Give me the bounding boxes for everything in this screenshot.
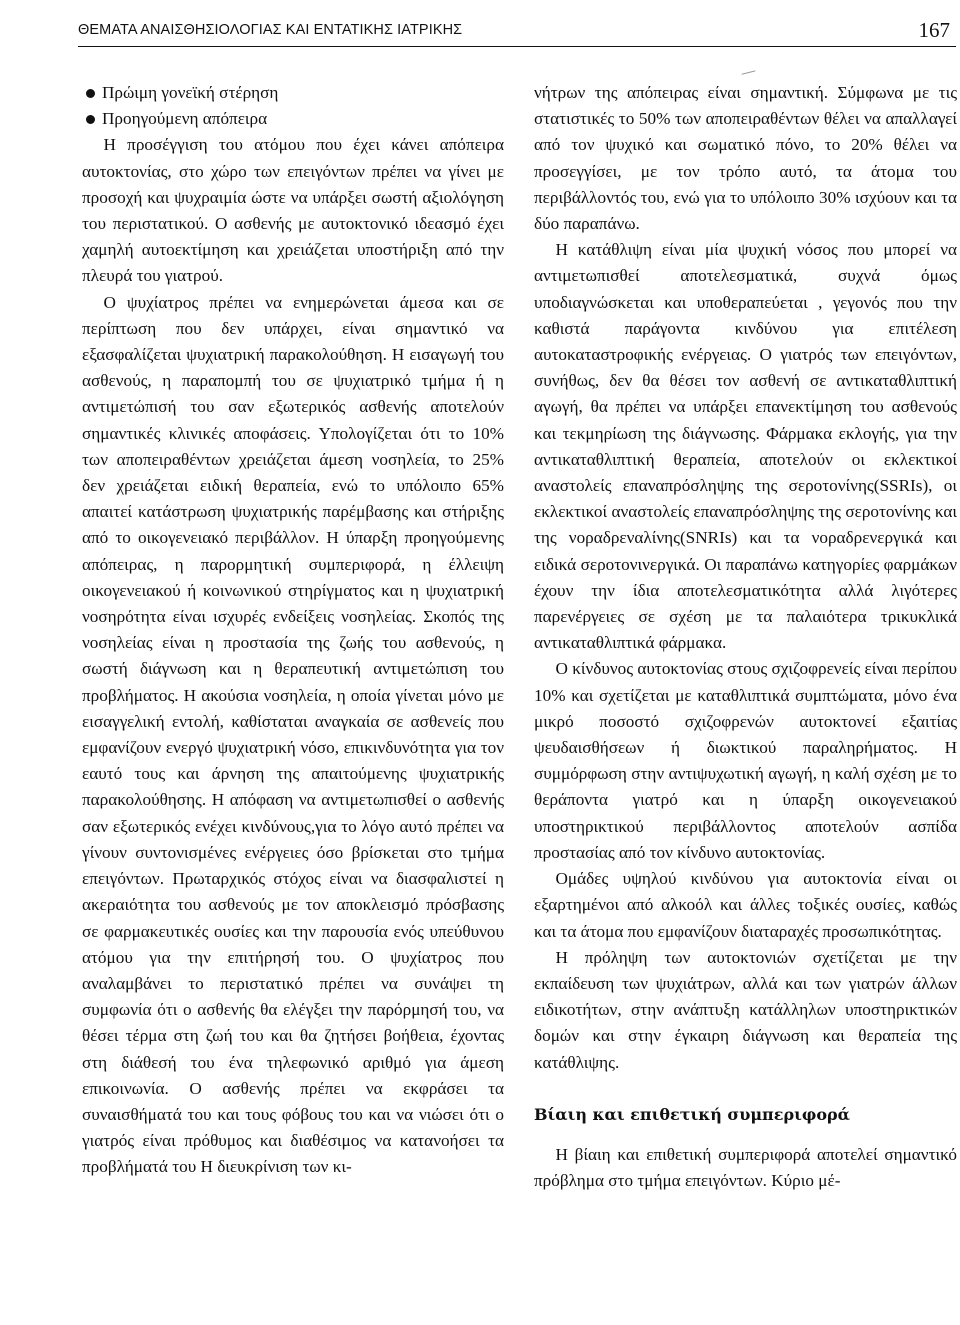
risk-factor-list — [82, 80, 504, 132]
list-item — [82, 106, 504, 132]
left-column — [82, 80, 504, 1181]
paragraph: Ο κίνδυνος αυτοκτονίας στους σχιζοφρενείς είναι περίπου 10% και σχετίζεται με καταθλιπτικά συμπτώματα, μόνο ένα μικρό ποσοστό σχιζοφρενών αυτοκτονεί εξαιτίας ψευδαισθήσεων ή διωκτικού παραληρήματος. Η συμμόρφωση στην αντιψυχωτική αγωγή, η καλή σχέση με το θεράποντα γιατρό και η ύπαρξη οικογενειακού υποστηρικτικού περιβάλλοντος αποτελούν ασπίδα προστασίας από τον κίνδυνο αυτοκτονίας. — [534, 659, 957, 862]
header-rule — [78, 46, 956, 47]
section-heading: Βίαιη και επιθετική συμπεριφορά — [534, 1104, 850, 1124]
paragraph: Ομάδες υψηλού κινδύνου για αυτοκτονία είναι οι εξαρτημένοι από αλκοόλ και άλλες τοξικές ουσίες, καθώς και τα άτομα που εμφανίζουν διαταραχές προσωπικότητας. — [534, 869, 957, 941]
list-item-text: Πρώιμη γονεϊκή στέρηση — [102, 83, 279, 102]
bullet-icon — [86, 115, 95, 124]
running-header — [78, 20, 958, 46]
list-item — [82, 80, 504, 106]
bullet-icon — [86, 89, 95, 98]
paragraph: Η βίαιη και επιθετική συμπεριφορά αποτελεί σημαντικό πρόβλημα στο τμήμα επειγόντων. Κύριο μέ- — [534, 1144, 957, 1191]
paragraph: Ο ψυχίατρος πρέπει να ενημερώνεται άμεσα και σε περίπτωση που δεν υπάρχει, είναι σημαντικό να εξασφαλίζεται ψυχιατρική παρακολούθηση. Η εισαγωγή του ασθενούς, η παραπομπή του σε ψυχιατρικό τμήμα ή η αντιμετώπισή του σαν εξωτερικός ασθενής αποτελούν σημαντικές κλινικές αποφάσεις. Υπολογίζεται ότι το 10% των αποπειραθέντων χρειάζεται άμεση νοσηλεία, το 25% δεν χρειάζεται ειδική θεραπεία, ενώ το υπόλοιπο 65% απαιτεί κατάστρωση ψυχιατρικής παρέμβασης και στήριξης από το οικογενειακό περιβάλλον. Η ύπαρξη προηγούμενης απόπειρας, η παρορμητική συμπεριφορά, η έλλειψη οικογενειακού ή κοινωνικού στηρίγματος και η ψυχιατρική νοσηρότητα είναι ισχυρές ενδείξεις νοσηλείας. Σκοπός της νοσηλείας είναι η προστασία της ζωής του ασθενούς, η σωστή διάγνωση και η θεραπευτική αντιμετώπιση του προβλήματος. Η ακούσια νοσηλεία, η οποία γίνεται μόνο με εισαγγελική εντολή, καθίσταται αναγκαία σε ασθενείς που εμφανίζουν ενεργό ψυχιατρική νόσο, επικινδυνότητα για τον εαυτό τους και άρνηση της απαιτούμενης ψυχιατρικής παρακολούθησης. Η απόφαση να αντιμετωπισθεί ο ασθενής σαν εξωτερικός ενέχει κινδύνους,για το λόγο αυτό πρέπει να γίνουν συντονισμένες ενέργειες όσο βρίσκεται στο τμήμα επειγόντων. Πρωταρχικός στόχος είναι να διασφαλιστεί η ακεραιότητα του ασθενούς με τον αποκλεισμό πρόσβασης σε φαρμακευτικές ουσίες και την παρουσία ενός υπεύθυνου ατόμου για την επιτήρησή του. Ο ψυχίατρος που αναλαμβάνει το περιστατικό πρέπει να συνάψει τη συμφωνία ότι ο ασθενής θα ελέγξει την παρόρμησή του, να θέσει τέρμα στη ζωή του και θα ζητήσει βοήθεια, έχοντας στη διάθεσή του ένα τηλεφωνικό αριθμό για άμεση επικοινωνία. Ο ασθενής πρέπει να εκφράσει τα συναισθήματά του και τους φόβους του και να νιώσει ότι ο γιατρός είναι πρόθυμος και διαθέσιμος να κατανοήσει τα προβλήματά του Η διευκρίνιση των κι- — [82, 292, 504, 1177]
paragraph: Η πρόληψη των αυτοκτονιών σχετίζεται με την εκπαίδευση των ψυχιάτρων, αλλά και των γιατρών άλλων ειδικοτήτων, στην ανάπτυξη κατάλληλων υποστηρικτικών δομών και στην έγκαιρη διάγνωση και θεραπεία της κατάθλιψης. — [534, 947, 957, 1072]
page-number: 167 — [918, 18, 950, 42]
paragraph-continued: νήτρων της απόπειρας είναι σημαντική. Σύμφωνα με τις στατιστικές το 50% των αποπειραθέντων θέλει να απαλλαγεί από τον ψυχικό και σωματικό πόνο, το 20% θέλει να προσεγγίσει, με τον τρόπο αυτό, τα άτομα του περιβάλλοντός του, ενώ για το υπόλοιπο 30% ισχύουν και τα δύο παραπάνω. — [534, 83, 957, 234]
paragraph: Η προσέγγιση του ατόμου που έχει κάνει απόπειρα αυτοκτονίας, στο χώρο των επειγόντων πρέπει να γίνει με προσοχή και ψυχραιμία ώστε να υπάρξει σωστή αξιολόγηση του περιστατικού. Ο ασθενής με αυτοκτονικό ιδεασμό έχει χαμηλή αυτοεκτίμηση και χρειάζεται υποστήριξη από την πλευρά του γιατρού. — [82, 135, 504, 286]
running-header-title: ΘΕΜΑΤΑ ΑΝΑΙΣΘΗΣΙΟΛΟΓΙΑΣ ΚΑΙ ΕΝΤΑΤΙΚΗΣ ΙΑΤΡΙΚΗΣ — [78, 22, 463, 38]
right-column — [534, 80, 957, 1194]
paragraph: Η κατάθλιψη είναι μία ψυχική νόσος που μπορεί να αντιμετωπισθεί αποτελεσματικά, συχνά όμως υποδιαγνώσκεται και υποθεραπεύεται , γεγονός που την καθιστά παράγοντα κινδύνου για επιτέλεση αυτοκαταστροφικής ενέργειας. Ο γιατρός των επειγόντων, συνήθως, δεν θα θέσει τον ασθενή σε αντικαταθλιπτική αγωγή, θα πρέπει να υπάρξει επανεκτίμηση του ασθενούς και τεκμηρίωση της διάγνωσης. Φάρμακα εκλογής, για την αντικαταθλιπτική θεραπεία, αποτελούν οι εκλεκτικοί αναστολείς επαναπρόσληψης της σεροτονίνης(SSRIs), οι εκλεκτικοί αναστολείς επαναπρόσληψης της σεροτονίνης και της νοραδρεναλίνης(SNRIs) και τα νοραδρενεργικά και ειδικά σεροτονινεργικά. Οι παραπάνω κατηγορίες φαρμάκων έχουν την ίδια αποτελεσματικότητα αλλά λιγότερες παρενέργειες σε σχέση με τα παλαιότερα τρικυκλικά αντικαταθλιπτικά φάρμακα. — [534, 240, 957, 653]
list-item-text: Προηγούμενη απόπειρα — [102, 109, 268, 129]
scan-mark — [742, 70, 757, 78]
